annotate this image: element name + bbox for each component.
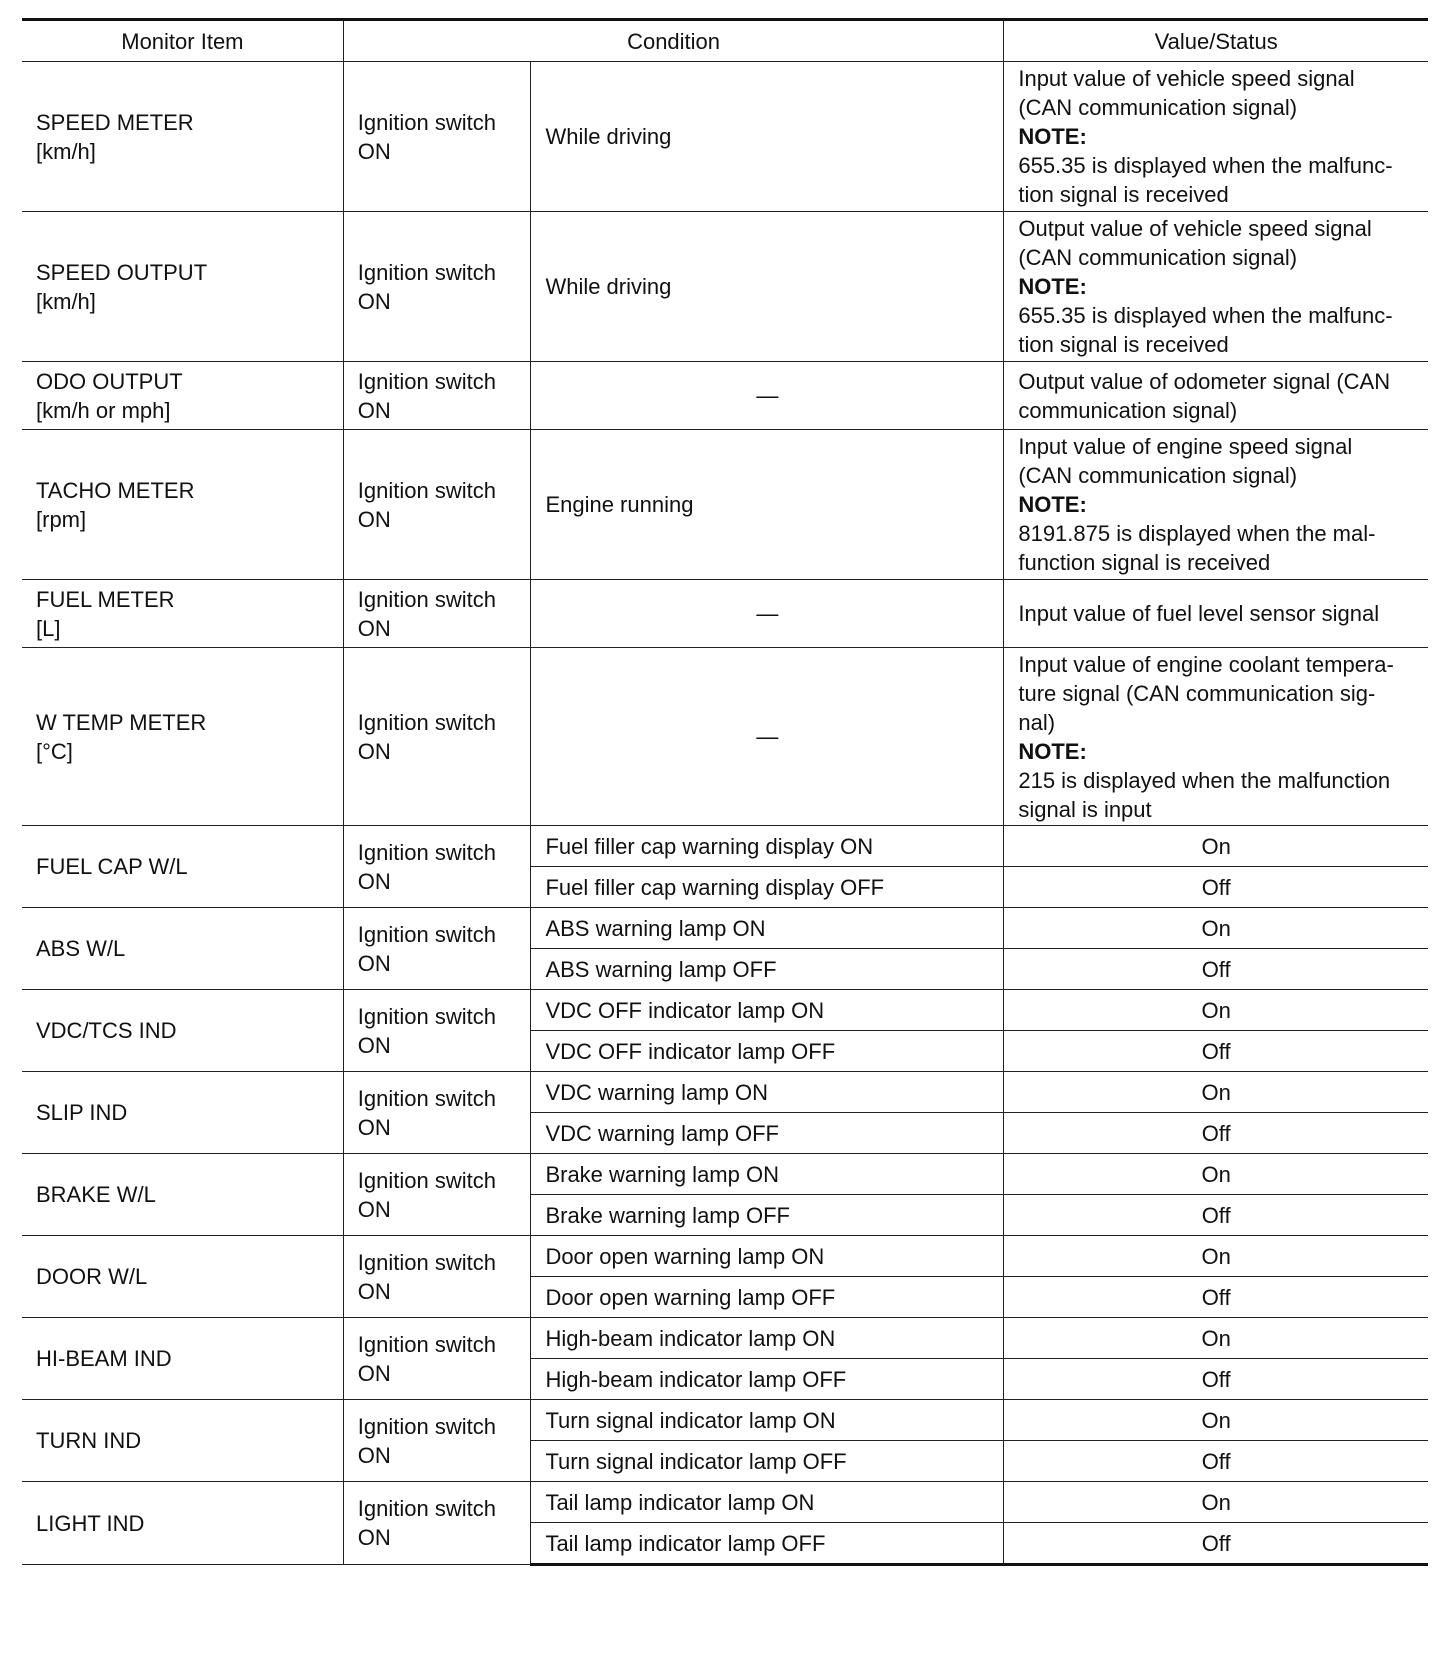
condition-cell: VDC warning lamp OFF [531, 1113, 1004, 1154]
value-text: (CAN communication signal) [1018, 463, 1298, 488]
condition-cell: Brake warning lamp OFF [531, 1195, 1004, 1236]
header-condition: Condition [343, 20, 1004, 62]
value-cell: Off [1004, 1277, 1428, 1318]
table-row [22, 1400, 1428, 1441]
value-cell: Off [1004, 1113, 1428, 1154]
ignition-label: Ignition switch [357, 709, 496, 735]
condition-cell: — [531, 362, 1004, 430]
condition-cell: VDC OFF indicator lamp ON [531, 990, 1004, 1031]
ignition-label: Ignition switch [357, 1496, 496, 1521]
value-cell: Off [1004, 1031, 1428, 1072]
monitor-item-unit: [rpm] [36, 506, 87, 532]
monitor-item-cell [22, 580, 343, 648]
value-cell: Off [1004, 1441, 1428, 1482]
condition-cell: High-beam indicator lamp ON [531, 1318, 1004, 1359]
ignition-state: ON [357, 738, 391, 764]
table-row [22, 430, 1428, 580]
value-text: communication signal) [1018, 397, 1238, 423]
note-text: 215 is displayed when the malfunction [1018, 767, 1391, 793]
ignition-state: ON [357, 288, 391, 314]
table-row [22, 1154, 1428, 1195]
note-text: 655.35 is displayed when the malfunc- [1018, 153, 1393, 178]
ignition-cell [343, 212, 531, 362]
ignition-label: Ignition switch [357, 1003, 496, 1029]
ignition-cell [343, 430, 531, 580]
monitor-item-name: SPEED METER [36, 109, 194, 135]
monitor-item-name: W TEMP METER [36, 709, 207, 735]
table-row [22, 1072, 1428, 1113]
monitor-item-cell [22, 212, 343, 362]
ignition-label: Ignition switch [357, 839, 496, 865]
ignition-cell [343, 1236, 531, 1318]
ignition-cell [343, 1154, 531, 1236]
table-row [22, 826, 1428, 867]
monitor-item-unit: [km/h] [36, 138, 96, 164]
table-row [22, 1318, 1428, 1359]
ignition-label: Ignition switch [357, 1167, 496, 1193]
condition-cell: ABS warning lamp OFF [531, 949, 1004, 990]
note-text: function signal is received [1018, 550, 1271, 575]
table-row [22, 580, 1428, 648]
ignition-label: Ignition switch [357, 259, 496, 285]
condition-cell: Turn signal indicator lamp OFF [531, 1441, 1004, 1482]
ignition-cell [343, 580, 531, 648]
value-cell [1004, 648, 1428, 826]
condition-cell: VDC warning lamp ON [531, 1072, 1004, 1113]
ignition-state: ON [357, 1114, 391, 1140]
ignition-cell [343, 62, 531, 212]
condition-cell: ABS warning lamp ON [531, 908, 1004, 949]
monitor-table [22, 18, 1428, 1566]
monitor-item-cell [22, 62, 343, 212]
condition-cell: Tail lamp indicator lamp ON [531, 1482, 1004, 1523]
monitor-item-unit: [km/h or mph] [36, 397, 171, 423]
ignition-label: Ignition switch [357, 921, 496, 947]
ignition-label: Ignition switch [357, 1331, 496, 1357]
monitor-item-cell: LIGHT IND [22, 1482, 343, 1565]
note-text: signal is input [1018, 796, 1152, 822]
table-row [22, 648, 1428, 826]
header-monitor-item: Monitor Item [22, 20, 343, 62]
monitor-item-name: SPEED OUTPUT [36, 259, 208, 285]
condition-cell: While driving [531, 62, 1004, 212]
note-label: NOTE: [1018, 492, 1087, 517]
monitor-item-cell: ABS W/L [22, 908, 343, 990]
condition-cell: High-beam indicator lamp OFF [531, 1359, 1004, 1400]
value-cell: On [1004, 1318, 1428, 1359]
monitor-item-cell: HI-BEAM IND [22, 1318, 343, 1400]
ignition-cell [343, 826, 531, 908]
monitor-item-cell: DOOR W/L [22, 1236, 343, 1318]
table-row [22, 212, 1428, 362]
condition-cell: Brake warning lamp ON [531, 1154, 1004, 1195]
monitor-item-cell [22, 430, 343, 580]
monitor-item-unit: [L] [36, 615, 61, 641]
note-label: NOTE: [1018, 124, 1087, 149]
value-text: Input value of fuel level sensor signal [1018, 601, 1380, 626]
note-label: NOTE: [1018, 738, 1087, 764]
value-cell: On [1004, 826, 1428, 867]
header-row [22, 20, 1428, 62]
value-cell: On [1004, 1154, 1428, 1195]
condition-cell: While driving [531, 212, 1004, 362]
monitor-item-cell: FUEL CAP W/L [22, 826, 343, 908]
value-text: ture signal (CAN communication sig- [1018, 680, 1376, 706]
ignition-state: ON [357, 506, 391, 532]
value-text: (CAN communication signal) [1018, 245, 1298, 270]
header-value-status: Value/Status [1004, 20, 1428, 62]
monitor-item-name: FUEL METER [36, 586, 175, 612]
ignition-cell [343, 1400, 531, 1482]
condition-cell: Tail lamp indicator lamp OFF [531, 1523, 1004, 1565]
value-cell: On [1004, 908, 1428, 949]
ignition-label: Ignition switch [357, 1085, 496, 1111]
note-text: tion signal is received [1018, 332, 1229, 357]
monitor-item-cell: TURN IND [22, 1400, 343, 1482]
ignition-label: Ignition switch [357, 586, 496, 612]
monitor-item-name: TACHO METER [36, 477, 195, 503]
ignition-label: Ignition switch [357, 477, 496, 503]
condition-cell: Door open warning lamp ON [531, 1236, 1004, 1277]
note-text: tion signal is received [1018, 182, 1229, 207]
condition-cell: — [531, 580, 1004, 648]
monitor-item-unit: [km/h] [36, 288, 96, 314]
value-cell: Off [1004, 1359, 1428, 1400]
ignition-state: ON [357, 1360, 391, 1386]
ignition-cell [343, 1482, 531, 1565]
value-text: Output value of vehicle speed signal [1018, 216, 1372, 241]
ignition-label: Ignition switch [357, 1413, 496, 1439]
value-cell: Off [1004, 949, 1428, 990]
monitor-item-cell: SLIP IND [22, 1072, 343, 1154]
ignition-label: Ignition switch [357, 368, 496, 394]
ignition-label: Ignition switch [357, 109, 496, 135]
ignition-state: ON [357, 138, 391, 164]
value-text: Output value of odometer signal (CAN [1018, 368, 1391, 394]
value-text: (CAN communication signal) [1018, 95, 1298, 120]
value-cell: Off [1004, 1195, 1428, 1236]
condition-cell: Engine running [531, 430, 1004, 580]
table-row [22, 908, 1428, 949]
monitor-item-cell [22, 362, 343, 430]
value-cell [1004, 212, 1428, 362]
value-text: nal) [1018, 709, 1056, 735]
condition-cell: Door open warning lamp OFF [531, 1277, 1004, 1318]
value-cell: On [1004, 1400, 1428, 1441]
ignition-state: ON [357, 868, 391, 894]
value-cell: Off [1004, 1523, 1428, 1565]
note-text: 8191.875 is displayed when the mal- [1018, 521, 1376, 546]
value-cell [1004, 430, 1428, 580]
value-cell: Off [1004, 867, 1428, 908]
ignition-state: ON [357, 1032, 391, 1058]
condition-cell: Fuel filler cap warning display OFF [531, 867, 1004, 908]
monitor-item-cell [22, 648, 343, 826]
ignition-cell [343, 1318, 531, 1400]
condition-cell: Fuel filler cap warning display ON [531, 826, 1004, 867]
condition-cell: — [531, 648, 1004, 826]
value-text: Input value of vehicle speed signal [1018, 66, 1355, 91]
ignition-state: ON [357, 1525, 391, 1550]
ignition-cell [343, 990, 531, 1072]
value-cell [1004, 362, 1428, 430]
ignition-cell [343, 648, 531, 826]
table-row [22, 1482, 1428, 1523]
value-cell: On [1004, 1482, 1428, 1523]
note-label: NOTE: [1018, 274, 1087, 299]
condition-cell: Turn signal indicator lamp ON [531, 1400, 1004, 1441]
table-row [22, 62, 1428, 212]
monitor-item-name: ODO OUTPUT [36, 368, 183, 394]
ignition-label: Ignition switch [357, 1249, 496, 1275]
value-cell [1004, 62, 1428, 212]
ignition-state: ON [357, 950, 391, 976]
value-cell: On [1004, 1072, 1428, 1113]
value-cell: On [1004, 990, 1428, 1031]
value-cell: On [1004, 1236, 1428, 1277]
ignition-state: ON [357, 1196, 391, 1222]
table-row [22, 990, 1428, 1031]
monitor-item-unit: [°C] [36, 738, 73, 764]
note-text: 655.35 is displayed when the malfunc- [1018, 303, 1393, 328]
ignition-cell [343, 362, 531, 430]
monitor-item-cell: VDC/TCS IND [22, 990, 343, 1072]
monitor-item-cell: BRAKE W/L [22, 1154, 343, 1236]
ignition-state: ON [357, 1442, 391, 1468]
table-row [22, 362, 1428, 430]
ignition-state: ON [357, 615, 391, 641]
ignition-state: ON [357, 397, 391, 423]
value-text: Input value of engine speed signal [1018, 434, 1353, 459]
ignition-cell [343, 1072, 531, 1154]
ignition-state: ON [357, 1278, 391, 1304]
ignition-cell [343, 908, 531, 990]
condition-cell: VDC OFF indicator lamp OFF [531, 1031, 1004, 1072]
value-cell [1004, 580, 1428, 648]
table-row [22, 1236, 1428, 1277]
value-text: Input value of engine coolant tempera- [1018, 651, 1394, 677]
